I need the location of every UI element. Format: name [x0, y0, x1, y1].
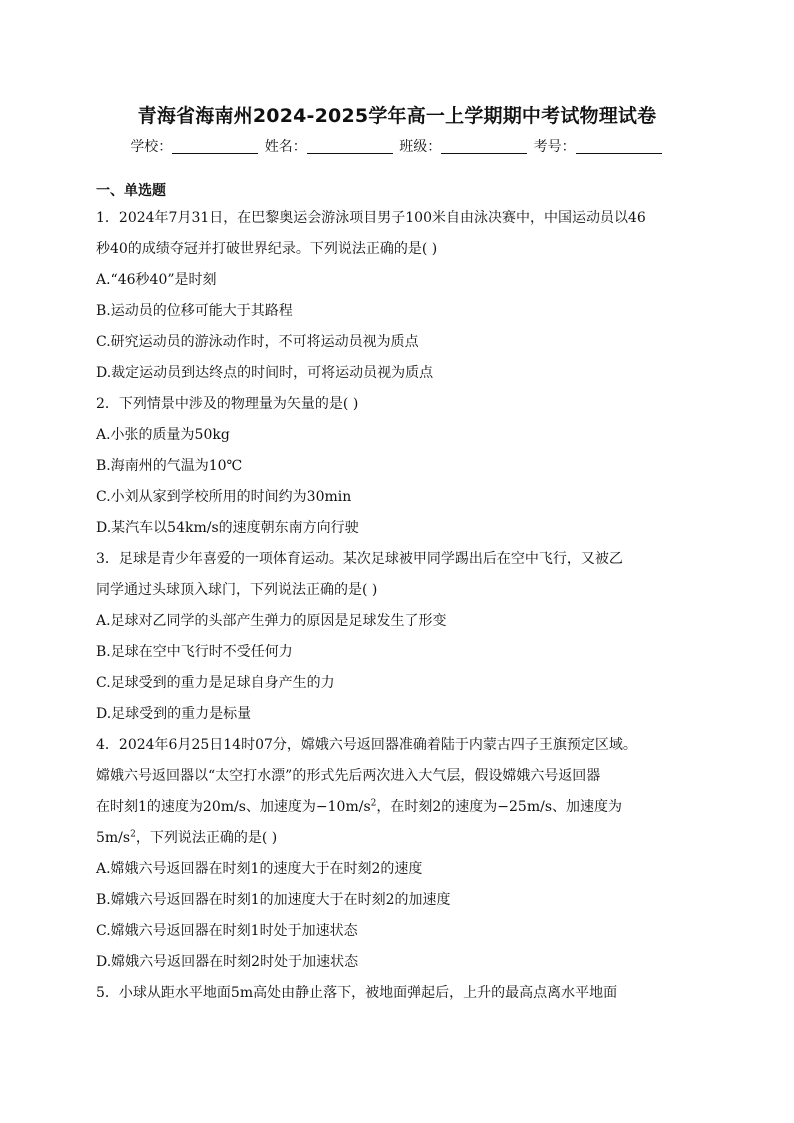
option-line: C.足球受到的重力是足球自身产生的力: [96, 675, 335, 691]
option-line: C.嫦娥六号返回器在时刻1时处于加速状态: [96, 923, 358, 939]
option-line: C.小刘从家到学校所用的时间约为30min: [96, 489, 352, 505]
option-line: D.裁定运动员到达终点的时间时，可将运动员视为质点: [96, 365, 434, 381]
text-segment: ，下列说法正确的是( ): [135, 830, 278, 846]
option-line: D.足球受到的重力是标量: [96, 706, 252, 722]
name-blank[interactable]: [307, 139, 393, 154]
name-label: 姓名：: [264, 139, 307, 155]
text-segment: 、加速度为: [552, 799, 623, 815]
option-line: D.嫦娥六号返回器在时刻2时处于加速状态: [96, 954, 359, 970]
text-line: 2．下列情景中涉及的物理量为矢量的是( ): [96, 396, 359, 412]
option-line: A.足球对乙同学的头部产生弹力的原因是足球发生了形变: [96, 613, 447, 629]
text-line: 同学通过头球顶入球门，下列说法正确的是( ): [96, 582, 378, 598]
exponent: 2: [130, 829, 136, 840]
option-line: C.研究运动员的游泳动作时，不可将运动员视为质点: [96, 334, 419, 350]
text-line: 秒40的成绩夺冠并打破世界纪录。下列说法正确的是( ): [96, 241, 438, 257]
formula-acceleration-1: [316, 799, 376, 815]
number-blank[interactable]: [576, 139, 662, 154]
school-blank[interactable]: [172, 139, 258, 154]
formula-velocity-2: −25m/s: [497, 799, 553, 815]
option-line: A.嫦娥六号返回器在时刻1的速度大于在时刻2的速度: [96, 861, 423, 877]
text-segment: ，在时刻2的速度为: [376, 799, 498, 815]
text-segment: 在时刻1的速度为20m/s、加速度为: [96, 799, 316, 815]
student-info-row: [0, 136, 794, 156]
formula-text: 5m/s: [96, 830, 131, 846]
text-line: 嫦娥六号返回器以“太空打水漂”的形式先后两次进入大气层，假设嫦娥六号返回器: [96, 768, 601, 784]
exponent: 2: [370, 798, 377, 809]
text-line: 4．2024年6月25日14时07分，嫦娥六号返回器准确着陆于内蒙古四子王旗预定区域。: [96, 737, 637, 753]
option-line: B.海南州的气温为10℃: [96, 458, 243, 474]
section-heading: 一、单选题: [96, 183, 166, 199]
page-title: 青海省海南州2024-2025学年高一上学期期中考试物理试卷: [137, 105, 657, 127]
option-line: A.“46秒40”是时刻: [96, 272, 217, 288]
option-line: A.小张的质量为50kg: [96, 427, 230, 443]
option-line: B.运动员的位移可能大于其路程: [96, 303, 293, 319]
formula-text: −10m/s: [315, 799, 371, 815]
text-line-with-formula: [96, 823, 698, 854]
option-line: B.嫦娥六号返回器在时刻1的加速度大于在时刻2的加速度: [96, 892, 451, 908]
school-label: 学校：: [130, 139, 173, 155]
option-line: B.足球在空中飞行时不受任何力: [96, 644, 293, 660]
text-line: 5．小球从距水平地面5m高处由静止落下，被地面弹起后，上升的最高点离水平地面: [96, 985, 618, 1001]
class-blank[interactable]: [441, 139, 527, 154]
class-label: 班级：: [399, 139, 442, 155]
text-line: 1．2024年7月31日，在巴黎奥运会游泳项目男子100米自由泳决赛中，中国运动员以46: [96, 210, 646, 226]
text-line-with-formula: [96, 792, 698, 823]
formula-acceleration-2: [96, 830, 136, 846]
question-content: [96, 180, 698, 1009]
number-label: 考号：: [533, 139, 576, 155]
text-line: 3．足球是青少年喜爱的一项体育运动。某次足球被甲同学踢出后在空中飞行，又被乙: [96, 551, 623, 567]
option-line: D.某汽车以54km/s的速度朝东南方向行驶: [96, 520, 359, 536]
